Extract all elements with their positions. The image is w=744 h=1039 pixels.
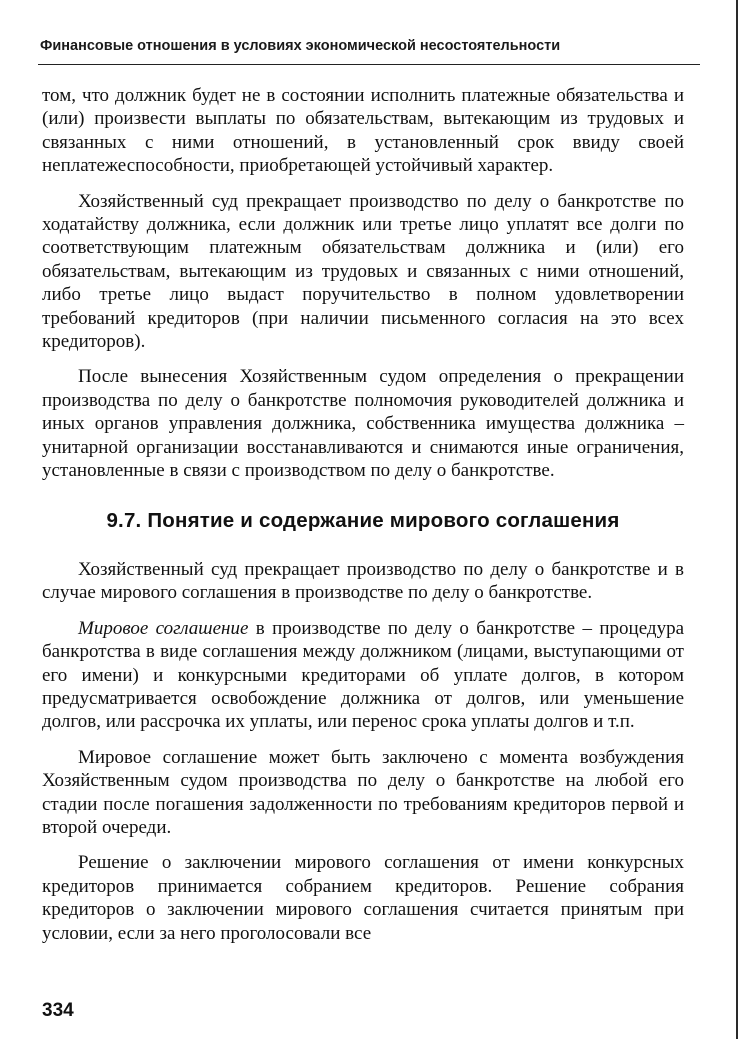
- page-body: [42, 84, 684, 957]
- paragraph: Хозяйственный суд прекращает производство по делу о банкротстве и в случае мирового соглашения в производстве по делу о банкротстве.: [42, 558, 684, 604]
- defined-term: Мировое соглашение: [78, 617, 249, 639]
- definition-text: в производстве по делу о банкротстве – процедура банкротства в виде соглашения между должником (лицами, выступающими от его имени) и конкурсными кредиторами об уплате долгов, в котором предусматривается освобождение должника от долгов, или уменьшение долгов, или рассрочка их уплаты, или перенос срока уплаты долгов и т.п.: [42, 617, 685, 733]
- paragraph: После вынесения Хозяйственным судом определения о прекращении производства по делу о банкротстве полномочия руководителей должника и иных органов управления должника, собственника имущества должника – унитарной организации восстанавливаются и снимаются иные ограничения, установленные в связи с производством по делу о банкротстве.: [42, 366, 684, 482]
- running-header: Финансовые отношения в условиях экономической несостоятельности: [40, 38, 561, 54]
- page-number: 334: [42, 1000, 74, 1021]
- header-rule: [38, 64, 700, 65]
- paragraph: Мировое соглашение может быть заключено с момента возбуждения Хозяйственным судом производства по делу о банкротстве на любой его стадии после погашения задолженности по требованиям кредиторов первой и второй очереди.: [42, 746, 684, 838]
- paragraph: Хозяйственный суд прекращает производство по делу о банкротстве по ходатайству должника, если должник или третье лицо уплатят все долги по соответствующим платежным обязательствам должника и (или) его обязательствам, вытекающим из трудовых и связанных с ними отношений, либо третье лицо выдаст поручительство в полном удовлетворении требований кредиторов (при наличии письменного согласия на это всех кредиторов).: [42, 190, 684, 353]
- section-heading: 9.7. Понятие и содержание мирового соглашения: [106, 508, 620, 532]
- paragraph: Решение о заключении мирового соглашения от имени конкурсных кредиторов принимается собранием кредиторов. Решение собрания кредиторов о заключении мирового соглашения считается принятым при условии, если за него проголосовали все: [42, 852, 684, 944]
- page-edge-shadow: [736, 0, 738, 1039]
- paragraph-continued: том, что должник будет не в состоянии исполнить платежные обязательства и (или) произвести выплаты по обязательствам, вытекающим из трудовых и связанных с ними отношений, в установленный срок ввиду своей неплатежеспособности, приобретающей устойчивый характер.: [42, 85, 684, 177]
- paragraph-definition: [42, 617, 684, 734]
